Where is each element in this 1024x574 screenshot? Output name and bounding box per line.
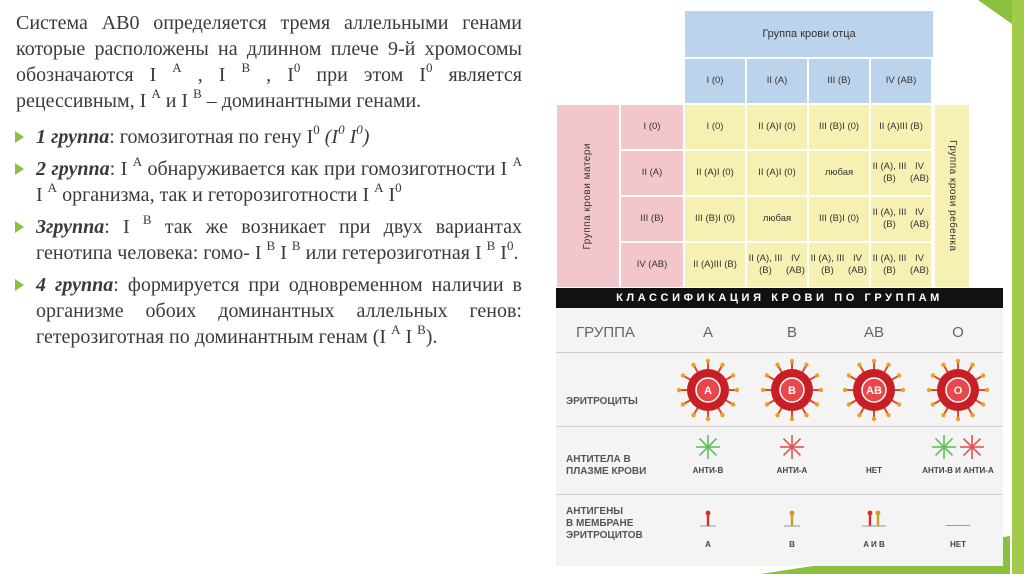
classification-table (556, 308, 1003, 566)
bullet-text: (I (324, 126, 339, 148)
cell-text: I (0) (842, 121, 860, 132)
superscript: 0 (506, 238, 514, 254)
father-group-0 (684, 58, 746, 104)
antigens-label-line1: АНТИГЕНЫ (566, 506, 624, 517)
antigen-text-1: B (789, 540, 795, 549)
bullet-text: I (495, 242, 507, 264)
bullet-group-3 (16, 214, 522, 266)
superscript: 0 (338, 122, 345, 138)
bullet-text: обнаруживается как при гомозиготности I (142, 158, 513, 180)
cell-text: IV (AB) (636, 259, 668, 270)
mother-group-1 (620, 150, 684, 196)
cell-text: II (A) (641, 167, 663, 178)
cell-text: II (A), III (B) (810, 253, 845, 276)
cell-text: III (B) (818, 121, 843, 132)
bullet-heading: 3группа (36, 216, 105, 238)
child-cell-0-0 (684, 104, 746, 150)
bullet-text: : гомозиготная по гену I (109, 126, 314, 148)
superscript: A (47, 180, 58, 196)
superscript: B (241, 60, 251, 76)
row-divider (556, 352, 1003, 353)
superscript: B (291, 238, 301, 254)
antibodies-label-line2: ПЛАЗМЕ КРОВИ (566, 466, 647, 477)
bullet-text: ). (425, 326, 438, 348)
bullet-text: I (36, 184, 48, 206)
child-cell-3-1 (746, 242, 808, 288)
cell-text: I (0) (716, 167, 734, 178)
superscript: А (172, 60, 182, 76)
cell-text: III (B) (818, 213, 843, 224)
cell-text: II (A) (758, 167, 779, 178)
father-group-2 (808, 58, 870, 104)
intro-text: – доминантными генами. (201, 90, 422, 112)
cell-text: I (0) (718, 213, 736, 224)
erythrocyte-letter: AB (866, 385, 882, 397)
superscript: 0 (293, 60, 301, 76)
superscript: A (391, 322, 401, 338)
erythrocyte-letter: A (704, 385, 712, 397)
cell-text: II (A) (758, 121, 779, 132)
bullet-text: : формируется при одновременном наличии в организме обоих доминантных аллельных генов: гетерозиготная по доминантным генам (I (36, 274, 522, 348)
bullet-heading: 4 группа (36, 274, 114, 296)
bullet-text: . (513, 242, 519, 264)
antibody-text-2: НЕТ (866, 466, 882, 475)
child-cell-2-3 (870, 196, 932, 242)
child-cell-0-3 (870, 104, 932, 150)
child-cell-3-0 (684, 242, 746, 288)
cell-text: III (B) (827, 75, 851, 86)
cell-text: IV (AB) (909, 207, 929, 230)
bullet-text: ) (362, 126, 370, 148)
no-antigen-line (946, 525, 970, 526)
bullet-text: : I (104, 216, 143, 238)
intro-text: является рецессивным, I (16, 64, 522, 112)
cell-text: II (A) (879, 121, 900, 132)
antibody-text-0: АНТИ-B (692, 466, 724, 475)
cell-text: I (0) (778, 121, 796, 132)
child-cell-2-0 (684, 196, 746, 242)
superscript: 0 (425, 60, 433, 76)
child-cell-2-1 (746, 196, 808, 242)
superscript: B (193, 86, 202, 102)
cell-text: II (A), III (B) (748, 253, 783, 276)
antigens-label-line2: В МЕМБРАНЕ (566, 518, 634, 529)
bullet-text: или гетерозиготная I (300, 242, 487, 264)
father-header: Группа крови отца (684, 10, 934, 58)
bullet-text: I (383, 184, 396, 206)
antibodies-label-line1: АНТИТЕЛА В (566, 454, 631, 465)
cell-text: II (A), III (B) (872, 161, 907, 184)
bullet-text: I (344, 126, 357, 148)
cell-text: IV (AB) (909, 161, 929, 184)
antigen-text-2: A И B (863, 540, 885, 549)
group-heading-1: B (786, 324, 797, 341)
bullet-italic (324, 122, 370, 148)
child-header: Группа крови ребенка (947, 140, 958, 252)
child-cell-1-3 (870, 150, 932, 196)
child-cell-2-2 (808, 196, 870, 242)
cell-text: II (A) (696, 167, 717, 178)
cell-text: III (B) (713, 259, 737, 270)
row-divider (556, 426, 1003, 427)
superscript: A (374, 180, 384, 196)
cell-text: I (0) (643, 121, 661, 132)
bullet-text: I (400, 326, 418, 348)
superscript: 0 (356, 122, 363, 138)
superscript: 0 (313, 122, 320, 138)
erythrocyte-letter: B (788, 385, 796, 397)
cell-text: II (A), III (B) (872, 253, 907, 276)
superscript: B (142, 212, 152, 228)
erythrocyte-icon-1 (760, 358, 824, 422)
superscript: B (417, 322, 426, 338)
anti-b-icon (929, 432, 959, 462)
mother-group-2 (620, 196, 684, 242)
bullet-group-2 (16, 156, 522, 208)
cell-text: I (0) (706, 75, 724, 86)
cell-text: II (A) (693, 259, 714, 270)
cell-text: III (B) (694, 213, 719, 224)
mother-group-0 (620, 104, 684, 150)
antigen-b-icon (870, 508, 886, 528)
cell-text: любая (762, 213, 792, 224)
anti-a-icon (957, 432, 987, 462)
child-header-cell (934, 104, 970, 288)
antibodies-label (566, 454, 646, 478)
intro-text: и I (160, 90, 194, 112)
bullet-text: так же возникает при двух вариантах генотипа человека: гомо- I (36, 216, 523, 264)
accent-bar (1012, 0, 1024, 574)
bullet-text: организма, так и геторозиготности I (57, 184, 375, 206)
antigen-b-icon (784, 508, 800, 528)
intro-paragraph (16, 10, 522, 114)
child-cell-0-1 (746, 104, 808, 150)
intro-text: , I (181, 64, 242, 86)
bullet-group-1 (16, 124, 522, 150)
mother-group-3 (620, 242, 684, 288)
erythrocyte-icon-2 (842, 358, 906, 422)
group-heading-2: AB (863, 324, 884, 341)
antibody-text-3: АНТИ-B И АНТИ-A (922, 466, 994, 475)
cell-text: I (0) (706, 121, 724, 132)
text-column (16, 10, 522, 350)
intro-text: Система АВ0 определяется тремя аллельными генами которые расположены на длинном плече 9-й хромосомы обозначаются I (16, 12, 522, 86)
cell-text: I (0) (842, 213, 860, 224)
cell-text: любая (824, 167, 854, 178)
erythrocyte-icon-3 (926, 358, 990, 422)
cell-text: IV (AB) (847, 253, 867, 276)
classification-band: КЛАССИФИКАЦИЯ КРОВИ ПО ГРУППАМ (556, 288, 1003, 308)
father-group-1 (746, 58, 808, 104)
cell-text: IV (AB) (785, 253, 805, 276)
child-cell-3-3 (870, 242, 932, 288)
cell-text: IV (AB) (885, 75, 917, 86)
group-heading-0: A (702, 324, 713, 341)
child-cell-3-2 (808, 242, 870, 288)
child-cell-0-2 (808, 104, 870, 150)
mother-header-cell (556, 104, 620, 288)
anti-b-icon (693, 432, 723, 462)
row-divider (556, 494, 1003, 495)
bullet-heading: 2 группа (36, 158, 110, 180)
inheritance-table (556, 10, 1003, 292)
cell-text: I (0) (778, 167, 796, 178)
cell-text: II (A) (766, 75, 788, 86)
superscript: А (151, 86, 161, 102)
child-cell-1-1 (746, 150, 808, 196)
erythrocytes-label: ЭРИТРОЦИТЫ (566, 396, 638, 407)
intro-text: при этом I (300, 64, 426, 86)
group-label: ГРУППА (576, 324, 635, 341)
bullet-text: I (275, 242, 292, 264)
bullet-heading: 1 группа (36, 126, 110, 148)
bullet-group-4 (16, 272, 522, 350)
intro-text: , I (250, 64, 294, 86)
superscript: A (512, 154, 523, 170)
group-heading-3: O (952, 324, 964, 341)
antigens-label (566, 506, 643, 542)
child-cell-1-0 (684, 150, 746, 196)
cell-text: II (A), III (B) (872, 207, 907, 230)
erythrocyte-icon-0 (676, 358, 740, 422)
superscript: A (132, 154, 143, 170)
cell-text: IV (AB) (909, 253, 929, 276)
superscript: 0 (395, 180, 402, 196)
antibody-text-1: АНТИ-A (776, 466, 808, 475)
cell-text: III (B) (640, 213, 664, 224)
mother-header: Группа крови матери (582, 142, 593, 250)
child-cell-1-2 (808, 150, 870, 196)
blood-group-figure (556, 10, 1003, 566)
anti-a-icon (777, 432, 807, 462)
antigens-label-line3: ЭРИТРОЦИТОВ (566, 530, 643, 541)
superscript: B (266, 238, 276, 254)
superscript: B (486, 238, 496, 254)
cell-text: III (B) (899, 121, 923, 132)
antigen-text-3: НЕТ (950, 540, 966, 549)
antigen-a-icon (700, 508, 716, 528)
bullet-text: : I (109, 158, 133, 180)
father-group-3 (870, 58, 932, 104)
erythrocyte-letter: O (953, 385, 963, 397)
antigen-text-0: A (705, 540, 711, 549)
